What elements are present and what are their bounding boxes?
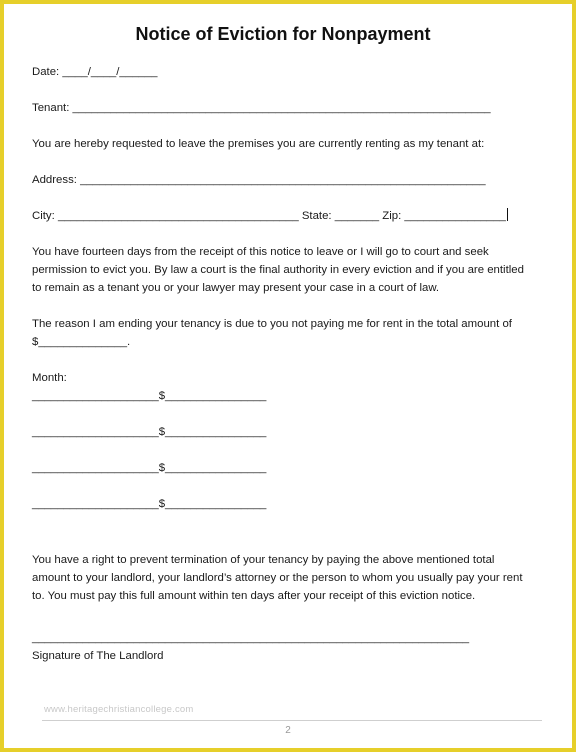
city-state-zip-field[interactable] — [32, 207, 534, 225]
address-field[interactable]: Address: ________________________________________________________________ — [32, 174, 486, 186]
month-row[interactable]: ____________________$________________ — [32, 390, 267, 402]
tenant-field[interactable]: Tenant: __________________________________________________________________ — [32, 102, 491, 114]
watermark: www.heritagechristiancollege.com — [44, 704, 194, 715]
month-label: Month: — [32, 372, 67, 384]
reason-paragraph: The reason I am ending your tenancy is due to you not paying me for rent in the total amount of $______________. — [32, 318, 512, 348]
document-title: Notice of Eviction for Nonpayment — [135, 24, 431, 44]
city-state-zip-text: City: ______________________________________ State: _______ Zip: ________________ — [32, 210, 506, 222]
month-row[interactable]: ____________________$________________ — [32, 498, 267, 510]
document-body — [32, 22, 534, 665]
notice-paragraph: You have fourteen days from the receipt of this notice to leave or I will go to court and seek permission to evict you. By law a court is the final authority in every eviction and if you are entitled to remain as a tenant you or your lawyer may present your case in a court of law. — [32, 246, 524, 294]
footer-divider — [42, 720, 542, 721]
signature-field[interactable]: _____________________________________________________________________ — [32, 632, 470, 644]
month-row[interactable]: ____________________$________________ — [32, 426, 267, 438]
rights-paragraph: You have a right to prevent termination of your tenancy by paying the above mentioned total amount to your landlord, your landlord’s attorney or the person to whom you usually pay your rent to. You must pay this full amount within ten days after your receipt of this eviction notice. — [32, 554, 523, 602]
page-number: 2 — [285, 725, 291, 736]
signature-label: Signature of The Landlord — [32, 650, 164, 662]
date-field[interactable]: Date: ____/____/______ — [32, 66, 158, 78]
month-row[interactable]: ____________________$________________ — [32, 462, 267, 474]
text-cursor — [507, 208, 509, 221]
request-text: You are hereby requested to leave the premises you are currently renting as my tenant at: — [32, 138, 485, 150]
